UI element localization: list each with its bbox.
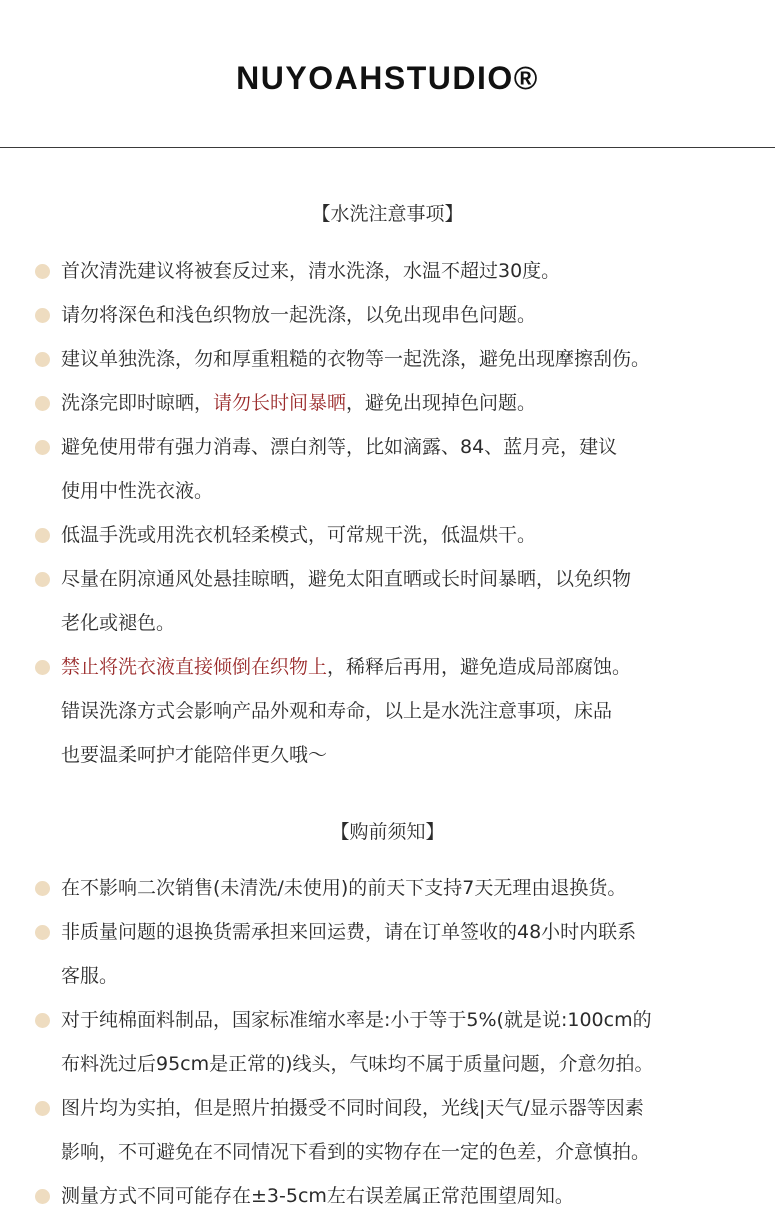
item-text: 尽量在阴凉通风处悬挂晾晒，避免太阳直晒或长时间暴晒，以免织物 — [61, 568, 632, 590]
wash-item-line — [61, 741, 327, 769]
bullet-dot-icon — [35, 1189, 50, 1204]
item-text: 客服。 — [61, 965, 119, 987]
wash-item-line — [61, 477, 213, 505]
highlight-text: 请勿长时间暴晒 — [213, 392, 347, 414]
item-text: ，避免出现掉色问题。 — [346, 392, 537, 414]
bullet-dot-icon — [35, 660, 50, 675]
highlight-text: 禁止将洗衣液直接倾倒在织物上 — [61, 656, 328, 678]
item-text: 请勿将深色和浅色织物放一起洗涤，以免出现串色问题。 — [61, 304, 537, 326]
item-text: 低温手洗或用洗衣机轻柔模式，可常规干洗，低温烘干。 — [61, 524, 537, 546]
wash-item-line — [61, 389, 536, 417]
item-text: 测量方式不同可能存在±3-5cm左右误差属正常范围望周知。 — [61, 1185, 574, 1207]
purchase-item-line — [61, 1182, 574, 1210]
bullet-dot-icon — [35, 1013, 50, 1028]
item-text: ，稀释后再用，避免造成局部腐蚀。 — [327, 656, 632, 678]
brand-header — [0, 0, 775, 148]
item-text: 也要温柔呵护才能陪伴更久哦～ — [61, 744, 328, 766]
bullet-dot-icon — [35, 572, 50, 587]
brand-logo: NUYOAHSTUDIO® — [236, 60, 539, 96]
bullet-dot-icon — [35, 264, 50, 279]
item-text: 建议单独洗涤，勿和厚重粗糙的衣物等一起洗涤，避免出现摩擦刮伤。 — [61, 348, 651, 370]
item-text: 首次清洗建议将被套反过来，清水洗涤，水温不超过30度。 — [61, 260, 561, 282]
item-text: 使用中性洗衣液。 — [61, 480, 214, 502]
bullet-dot-icon — [35, 308, 50, 323]
bullet-dot-icon — [35, 1101, 50, 1116]
item-text: 在不影响二次销售(未清洗/未使用)的前天下支持7天无理由退换货。 — [61, 877, 627, 899]
wash-item-line — [61, 697, 612, 725]
wash-item-line — [61, 257, 560, 285]
item-text: 布料洗过后95cm是正常的)线头，气味均不属于质量问题，介意勿拍。 — [61, 1053, 654, 1075]
item-text: 错误洗涤方式会影响产品外观和寿命，以上是水洗注意事项，床品 — [61, 700, 613, 722]
wash-item-line — [61, 521, 536, 549]
section-title-purchase: 【购前须知】 — [330, 821, 445, 843]
item-text: 老化或褪色。 — [61, 612, 176, 634]
bullet-dot-icon — [35, 881, 50, 896]
purchase-item-line — [61, 1094, 644, 1122]
bullet-dot-icon — [35, 352, 50, 367]
purchase-item-line — [61, 874, 626, 902]
wash-item-line — [61, 345, 650, 373]
purchase-item-line — [61, 1006, 652, 1034]
item-text: 对于纯棉面料制品，国家标准缩水率是:小于等于5%(就是说:100cm的 — [61, 1009, 652, 1031]
section-title-wash: 【水洗注意事项】 — [311, 203, 464, 225]
wash-item-line — [61, 565, 631, 593]
wash-item-line — [61, 433, 617, 461]
item-text: 非质量问题的退换货需承担来回运费，请在订单签收的48小时内联系 — [61, 921, 637, 943]
item-text: 洗涤完即时晾晒， — [61, 392, 214, 414]
purchase-item-line — [61, 918, 636, 946]
purchase-item-line — [61, 1050, 654, 1078]
bullet-dot-icon — [35, 440, 50, 455]
bullet-dot-icon — [35, 396, 50, 411]
wash-item-line — [61, 609, 175, 637]
wash-item-line — [61, 653, 631, 681]
bullet-dot-icon — [35, 528, 50, 543]
header-divider — [0, 147, 775, 148]
bullet-dot-icon — [35, 925, 50, 940]
purchase-item-line — [61, 962, 118, 990]
wash-item-line — [61, 301, 536, 329]
item-text: 图片均为实拍，但是照片拍摄受不同时间段，光线|天气/显示器等因素 — [61, 1097, 644, 1119]
purchase-item-line — [61, 1138, 650, 1166]
item-text: 影响，不可避免在不同情况下看到的实物存在一定的色差，介意慎拍。 — [61, 1141, 651, 1163]
item-text: 避免使用带有强力消毒、漂白剂等，比如滴露、84、蓝月亮，建议 — [61, 436, 618, 458]
